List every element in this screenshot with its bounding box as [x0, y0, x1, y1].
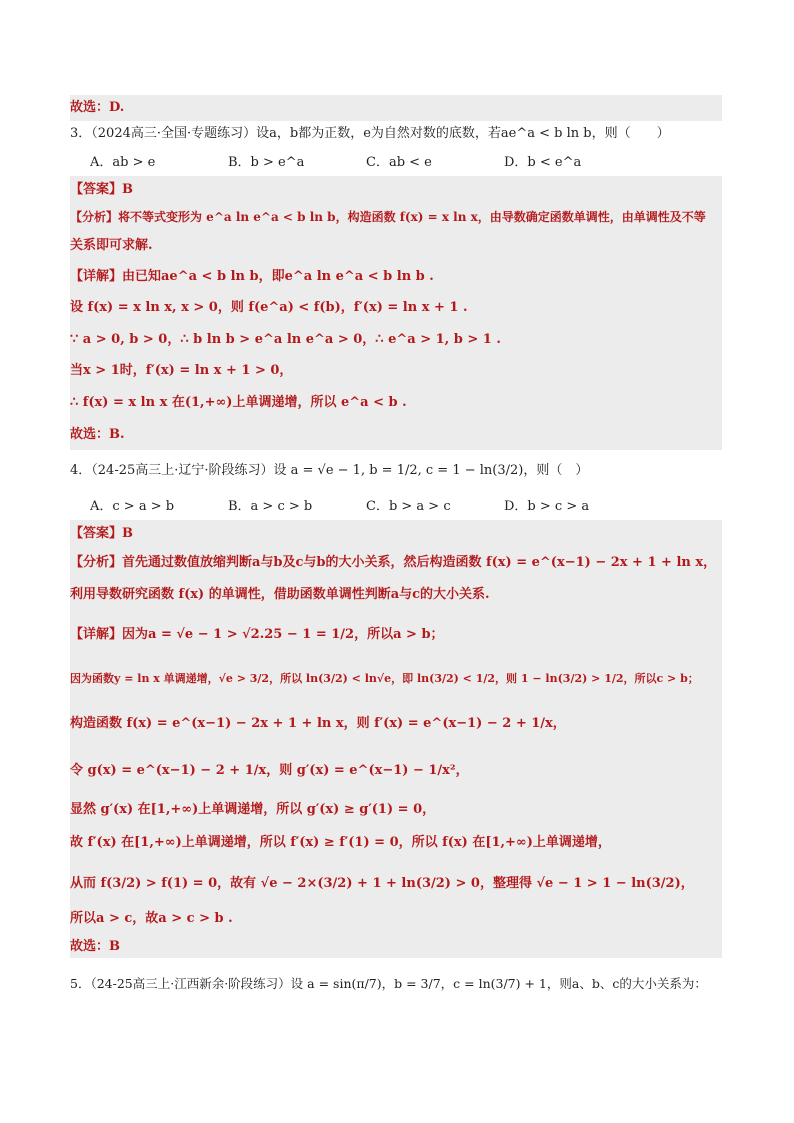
q4-detail-line2: 因为函数y = ln x 单调递增，√e > 3/2，所以 ln(3/2) < ln√e，即 ln(3/2) < 1/2，则 1 − ln(3/2) > 1/2，所以c > b； — [70, 672, 699, 685]
q3-detail-line5: ∴ f(x) = x ln x 在(1,+∞)上单调递增，所以 e^a < b . — [70, 395, 407, 410]
q5-stem: 5．（24-25高三上·江西新余·阶段练习）设 a = sin(π/7)，b = 3/7，c = ln(3/7) + 1，则a、b、c的大小关系为： — [70, 976, 707, 991]
q3-detail-line2: 设 f(x) = x ln x, x > 0，则 f(e^a) < f(b)，f′(x) = ln x + 1 . — [70, 300, 468, 315]
q3-detail-line1: 【详解】由已知ae^a < b ln b，即e^a ln e^a < b ln b . — [70, 269, 434, 284]
q4-detail-line4: 令 g(x) = e^(x−1) − 2 + 1/x，则 g′(x) = e^(x−1) − 1/x²， — [70, 763, 469, 778]
q3-stem: 3．（2024高三·全国·专题练习）设a，b都为正数，e为自然对数的底数，若ae^a < b ln b，则（ ） — [70, 126, 670, 141]
q3-answer: 【答案】B — [70, 182, 133, 197]
q4-answer: 【答案】B — [70, 526, 133, 541]
q3-option-a: A．ab > e — [90, 155, 156, 170]
q4-analysis-line2: 利用导数研究函数 f(x) 的单调性，借助函数单调性判断a与c的大小关系. — [70, 587, 490, 602]
q4-option-d: D．b > c > a — [504, 499, 590, 514]
q3-choose: 故选：B. — [70, 427, 125, 442]
q4-detail-line7: 从而 f(3/2) > f(1) = 0，故有 √e − 2×(3/2) + 1 + ln(3/2) > 0，整理得 √e − 1 > 1 − ln(3/2)， — [70, 876, 694, 891]
q4-option-a: A．c > a > b — [90, 499, 175, 514]
q4-detail-line5: 显然 g′(x) 在[1,+∞)上单调递增，所以 g′(x) ≥ g′(1) = 0， — [70, 802, 436, 817]
q4-detail-line3: 构造函数 f(x) = e^(x−1) − 2x + 1 + ln x，则 f′(x) = e^(x−1) − 2 + 1/x， — [70, 716, 566, 731]
q3-analysis-line2: 关系即可求解. — [70, 238, 153, 253]
q2-choose: 故选：D. — [70, 100, 125, 115]
q4-choose: 故选：B — [70, 939, 120, 954]
q4-stem: 4．（24-25高三上·辽宁·阶段练习）设 a = √e − 1, b = 1/2, c = 1 − ln(3/2)，则（ ） — [70, 463, 589, 478]
q3-detail-line3: ∵ a > 0, b > 0，∴ b ln b > e^a ln e^a > 0，∴ e^a > 1, b > 1 . — [70, 332, 501, 347]
q4-detail-line8: 所以a > c，故a > c > b . — [70, 911, 233, 926]
q3-option-b: B．b > e^a — [228, 155, 305, 170]
q4-options — [90, 495, 710, 514]
q3-detail-line4: 当x > 1时，f′(x) = ln x + 1 > 0， — [70, 363, 293, 378]
q4-detail-line1: 【详解】因为a = √e − 1 > √2.25 − 1 = 1/2，所以a > b； — [70, 627, 444, 642]
q3-option-d: D．b < e^a — [504, 155, 582, 170]
q3-option-c: C．ab < e — [366, 155, 432, 170]
q4-option-b: B．a > c > b — [228, 499, 313, 514]
q3-analysis-line1: 【分析】将不等式变形为 e^a ln e^a < b ln b，构造函数 f(x) = x ln x，由导数确定函数单调性，由单调性及不等 — [70, 210, 706, 224]
q4-detail-line6: 故 f′(x) 在[1,+∞)上单调递增，所以 f′(x) ≥ f′(1) = 0，所以 f(x) 在[1,+∞)上单调递增， — [70, 835, 611, 850]
q4-analysis-line1: 【分析】首先通过数值放缩判断a与b及c与b的大小关系，然后构造函数 f(x) = e^(x−1) − 2x + 1 + ln x， — [70, 555, 717, 570]
q4-option-c: C．b > a > c — [366, 499, 451, 514]
q3-options — [90, 151, 710, 170]
